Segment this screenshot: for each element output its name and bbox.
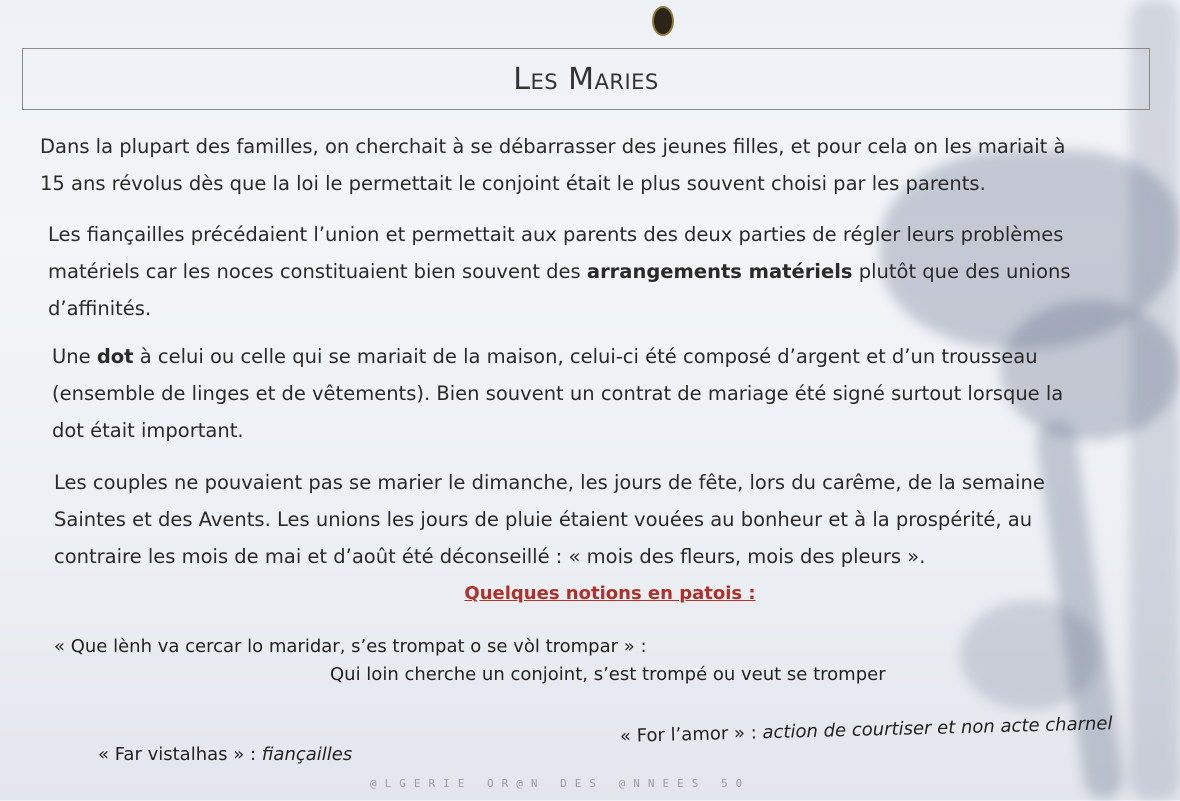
paragraph-2 <box>48 216 1071 327</box>
bold-word: dot <box>96 345 134 368</box>
patois-heading: Quelques notions en patois : <box>464 583 756 604</box>
paragraph-line: dot était important. <box>52 419 244 442</box>
patois-saying-2 <box>98 744 352 765</box>
paragraph-line: Saintes et des Avents. Les unions les jours de pluie étaient vouées au bonheur et à la prospérité, au <box>54 508 1033 531</box>
patois-saying-3 <box>620 713 1113 747</box>
paragraph-1 <box>40 128 1065 202</box>
pin-icon <box>652 6 674 36</box>
paragraph-3 <box>52 338 1063 449</box>
paragraph-line: (ensemble de linges et de vêtements). Bien souvent un contrat de mariage été signé surtout lorsque la <box>52 382 1064 405</box>
plant-shadow <box>1034 419 1126 801</box>
plant-shadow <box>1130 0 1180 800</box>
paragraph-line: d’affinités. <box>48 297 152 320</box>
patois-phrase: « For l’amor » : <box>619 722 763 747</box>
paragraph-line: plutôt que des unions <box>852 260 1071 283</box>
paragraph-line: 15 ans révolus dès que la loi le permettait le conjoint était le plus souvent choisi par les parents. <box>40 172 986 195</box>
paragraph-4 <box>54 464 1045 575</box>
paragraph-line: Dans la plupart des familles, on cherchait à se débarrasser des jeunes filles, et pour cela on les mariait à <box>40 135 1066 158</box>
page-title: Les Maries <box>513 61 659 97</box>
plant-shadow <box>960 600 1100 710</box>
paragraph-line: Les couples ne pouvaient pas se marier le dimanche, les jours de fête, lors du carême, de la semaine <box>54 471 1045 494</box>
title-box <box>22 48 1150 110</box>
paragraph-line: Une <box>52 345 97 368</box>
watermark: @LGERIE OR@N DES @NNEES 50 <box>370 777 751 790</box>
paragraph-line: à celui ou celle qui se mariait de la maison, celui-ci été composé d’argent et d’un trousseau <box>133 345 1038 368</box>
patois-saying-1: « Que lènh va cercar lo maridar, s’es trompat o se vòl trompar » : <box>54 636 647 657</box>
paragraph-line: Les fiançailles précédaient l’union et permettait aux parents des deux parties de régler leurs problèmes <box>48 223 1064 246</box>
patois-saying-1-translation: Qui loin cherche un conjoint, s’est trompé ou veut se tromper <box>330 664 886 685</box>
patois-translation: action de courtiser et non acte charnel <box>762 713 1113 744</box>
paragraph-line: contraire les mois de mai et d’août été déconseillé : « mois des fleurs, mois des pleurs ». <box>54 545 926 568</box>
bold-phrase: arrangements matériels <box>586 260 853 283</box>
patois-translation: fiançailles <box>261 744 353 765</box>
paragraph-line: matériels car les noces constituaient bien souvent des <box>48 260 587 283</box>
patois-phrase: « Far vistalhas » : <box>98 744 262 765</box>
